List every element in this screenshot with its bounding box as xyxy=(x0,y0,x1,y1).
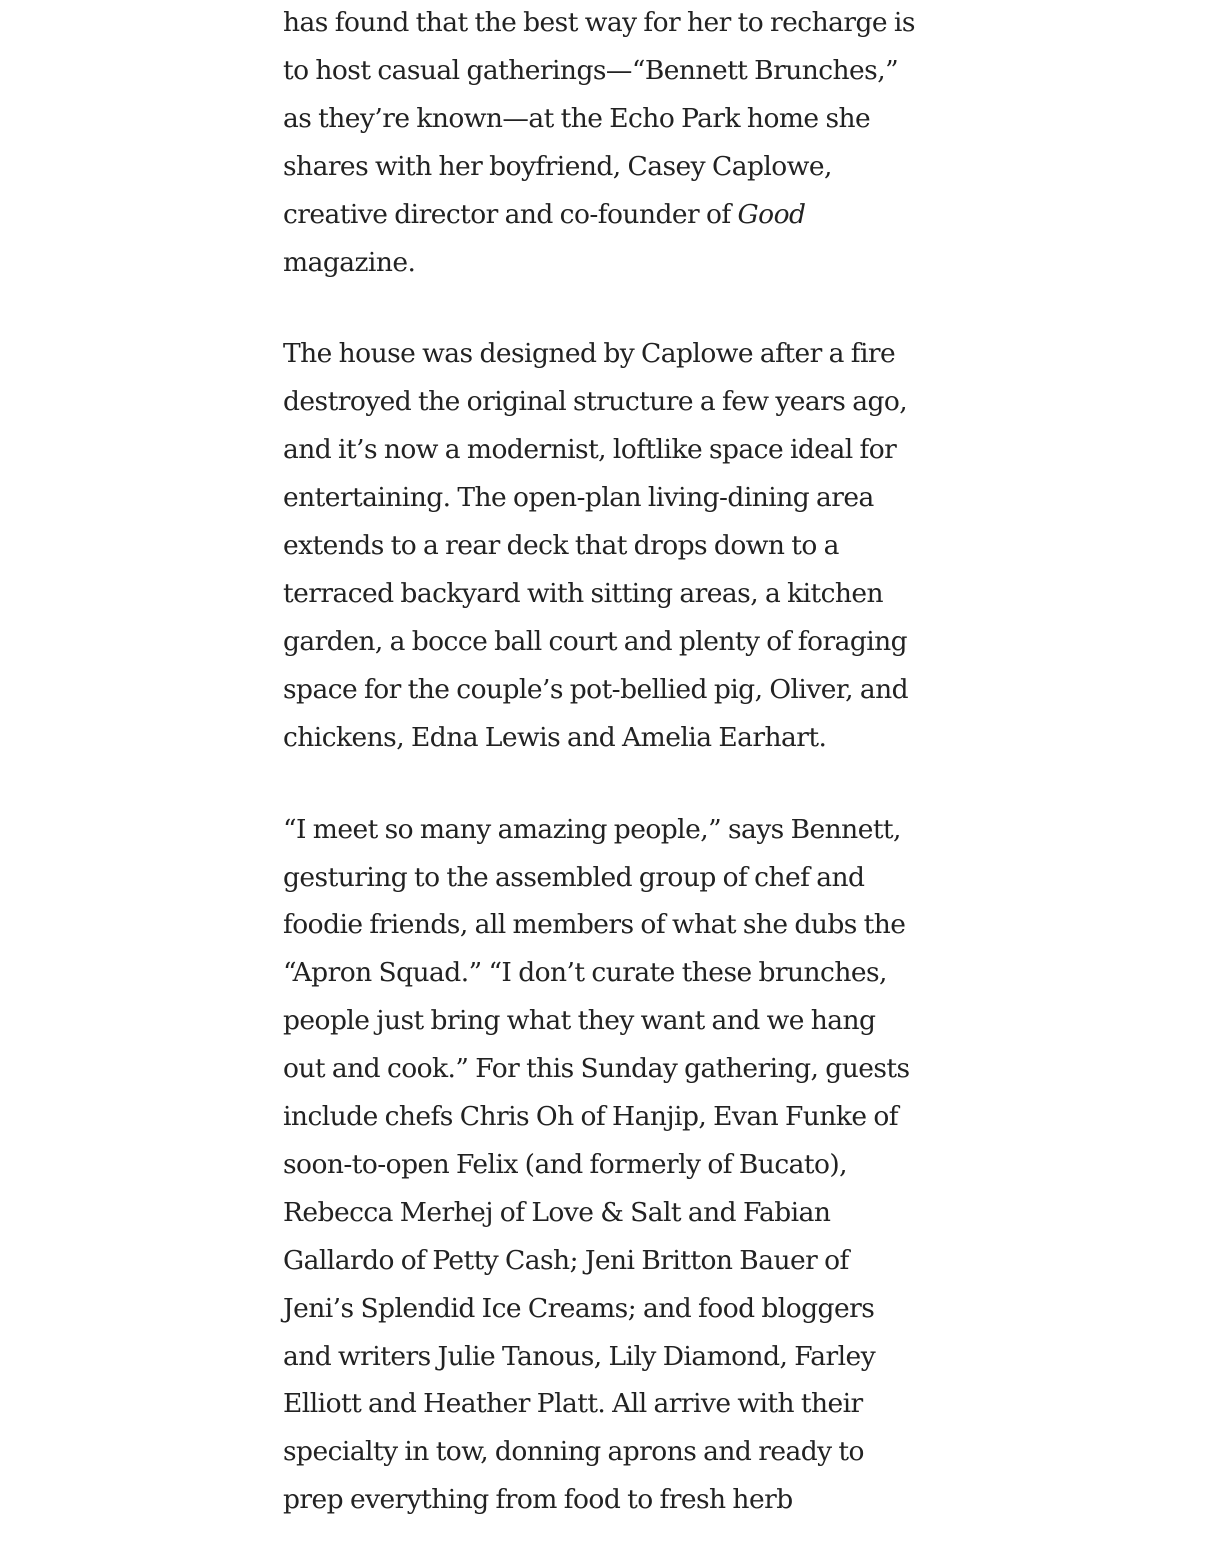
text-line: Rebecca Merhej of Love & Salt and Fabian xyxy=(283,1196,831,1228)
text-line: garden, a bocce ball court and plenty of foraging xyxy=(283,625,908,657)
text-line: Elliott and Heather Platt. All arrive with their xyxy=(283,1388,863,1420)
text-line: soon-to-open Felix (and formerly of Bucato), xyxy=(283,1148,848,1180)
text-line: Jeni’s Splendid Ice Creams; and food bloggers xyxy=(283,1292,875,1324)
text-line: extends to a rear deck that drops down to a xyxy=(283,530,839,562)
article-paragraph-1 xyxy=(283,0,955,286)
text-line: out and cook.” For this Sunday gathering, guests xyxy=(283,1053,910,1085)
text-line: entertaining. The open-plan living-dining area xyxy=(283,482,874,514)
text-line: to host casual gatherings—“Bennett Brunches,” xyxy=(283,54,899,86)
text-line: as they’re known—at the Echo Park home she xyxy=(283,102,871,134)
text-line: foodie friends, all members of what she dubs the xyxy=(283,909,906,941)
article-paragraph-2 xyxy=(283,330,955,761)
text-line: and writers Julie Tanous, Lily Diamond, Farley xyxy=(283,1340,876,1372)
text-line: prep everything from food to fresh herb xyxy=(283,1484,793,1516)
text-line: Gallardo of Petty Cash; Jeni Britton Bauer of xyxy=(283,1244,849,1276)
text-line: specialty in tow, donning aprons and ready to xyxy=(283,1436,864,1468)
text-line: shares with her boyfriend, Casey Caplowe, xyxy=(283,150,832,182)
text-line: magazine. xyxy=(283,246,416,278)
text-line: has found that the best way for her to recharge is xyxy=(283,7,915,38)
article-body xyxy=(283,0,955,1524)
magazine-title: Good xyxy=(737,198,806,230)
text-line: destroyed the original structure a few years ago, xyxy=(283,386,908,418)
text-line: gesturing to the assembled group of chef and xyxy=(283,861,865,893)
text-line: space for the couple’s pot-bellied pig, Oliver, and xyxy=(283,673,909,705)
text-fragment: creative director and co-founder of xyxy=(283,198,738,230)
text-line: terraced backyard with sitting areas, a kitchen xyxy=(283,577,884,609)
text-line: “Apron Squad.” “I don’t curate these brunches, xyxy=(283,957,887,989)
article-paragraph-3 xyxy=(283,806,955,1525)
text-line: include chefs Chris Oh of Hanjip, Evan Funke of xyxy=(283,1101,899,1133)
text-line: chickens, Edna Lewis and Amelia Earhart. xyxy=(283,721,827,753)
text-line: and it’s now a modernist, loftlike space ideal for xyxy=(283,434,897,466)
text-line: people just bring what they want and we hang xyxy=(283,1005,876,1037)
text-line: “I meet so many amazing people,” says Bennett, xyxy=(283,813,901,845)
text-line: The house was designed by Caplowe after a fire xyxy=(283,338,896,370)
text-line-with-title xyxy=(283,191,955,239)
